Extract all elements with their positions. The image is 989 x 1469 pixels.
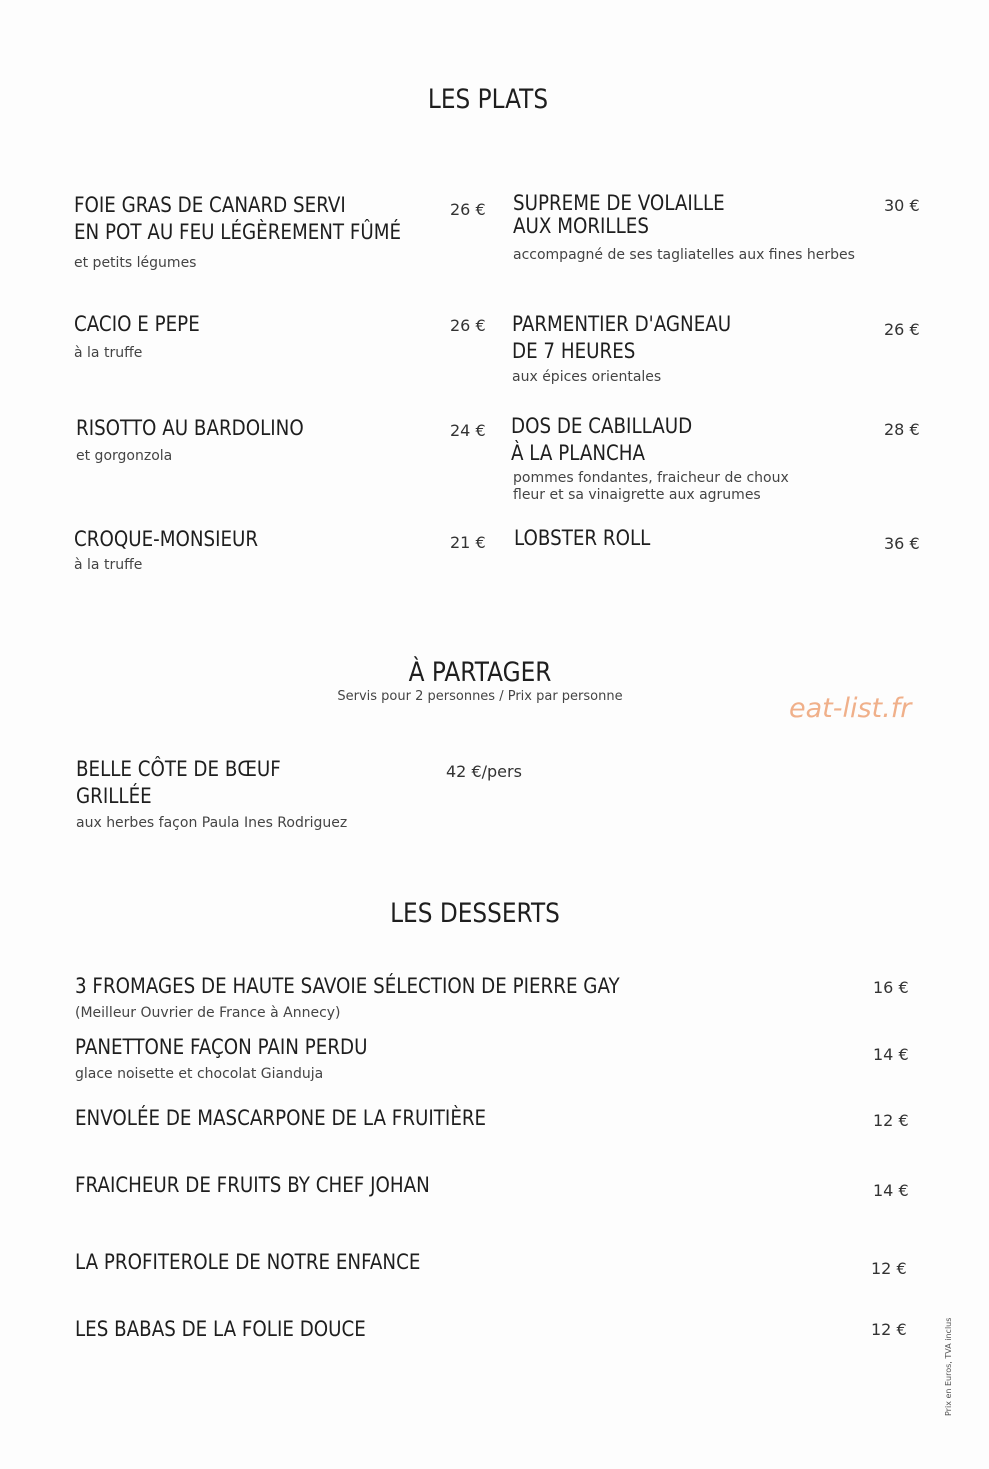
dish-description: aux herbes façon Paula Ines Rodriguez — [76, 815, 348, 831]
watermark: eat-list.fr — [789, 693, 912, 724]
dessert-name: 3 FROMAGES DE HAUTE SAVOIE SÉLECTION DE PIERRE GAY — [75, 974, 620, 998]
dish-price: 26 € — [450, 316, 486, 335]
price-footnote: Prix en Euros, TVA inclus — [944, 1317, 953, 1416]
dessert-price: 12 € — [871, 1320, 907, 1339]
dish-price: 28 € — [884, 420, 920, 439]
dish-name: DOS DE CABILLAUD À LA PLANCHA — [511, 414, 693, 465]
dish-price: 36 € — [884, 534, 920, 553]
dish-name: CROQUE-MONSIEUR — [74, 527, 259, 551]
dessert-price: 12 € — [873, 1111, 909, 1130]
dish-name: BELLE CÔTE DE BŒUF GRILLÉE — [76, 757, 281, 808]
dish-name: LOBSTER ROLL — [514, 526, 651, 550]
dish-description: aux épices orientales — [512, 369, 662, 385]
dish-price: 30 € — [884, 196, 920, 215]
dish-description: et petits légumes — [74, 255, 197, 271]
dish-price: 21 € — [450, 533, 486, 552]
dish-description: et gorgonzola — [76, 448, 173, 464]
dessert-price: 16 € — [873, 978, 909, 997]
dish-name: SUPREME DE VOLAILLE AUX MORILLES — [513, 191, 725, 238]
dish-description: à la truffe — [74, 345, 143, 361]
dessert-price: 12 € — [871, 1259, 907, 1278]
dessert-price: 14 € — [873, 1181, 909, 1200]
dish-name: PARMENTIER D'AGNEAU DE 7 HEURES — [512, 312, 732, 363]
section-title-desserts: LES DESSERTS — [390, 898, 560, 929]
dish-price: 26 € — [450, 200, 486, 219]
section-subtitle: Servis pour 2 personnes / Prix par personne — [337, 689, 623, 704]
dessert-name: LA PROFITEROLE DE NOTRE ENFANCE — [75, 1250, 421, 1274]
dish-price: 26 € — [884, 320, 920, 339]
dessert-name: FRAICHEUR DE FRUITS BY CHEF JOHAN — [75, 1173, 430, 1197]
dessert-price: 14 € — [873, 1045, 909, 1064]
dish-description: pommes fondantes, fraicheur de choux fleur et sa vinaigrette aux agrumes — [513, 470, 789, 503]
section-title-plats: LES PLATS — [427, 84, 549, 115]
dessert-name: LES BABAS DE LA FOLIE DOUCE — [75, 1317, 366, 1341]
dish-name: FOIE GRAS DE CANARD SERVI EN POT AU FEU LÉGÈREMENT FÛMÉ — [74, 193, 402, 244]
dish-price: 24 € — [450, 421, 486, 440]
dish-description: accompagné de ses tagliatelles aux fines herbes — [513, 247, 855, 263]
dessert-name: ENVOLÉE DE MASCARPONE DE LA FRUITIÈRE — [75, 1106, 487, 1130]
dish-description: à la truffe — [74, 557, 143, 573]
dish-price: 42 €/pers — [446, 762, 522, 781]
dessert-name: PANETTONE FAÇON PAIN PERDU — [75, 1035, 368, 1059]
dessert-description: glace noisette et chocolat Gianduja — [75, 1066, 324, 1082]
dish-name: CACIO E PEPE — [74, 312, 200, 336]
dish-name: RISOTTO AU BARDOLINO — [76, 416, 304, 440]
section-title-partager: À PARTAGER — [408, 657, 552, 688]
dessert-description: (Meilleur Ouvrier de France à Annecy) — [75, 1005, 341, 1021]
